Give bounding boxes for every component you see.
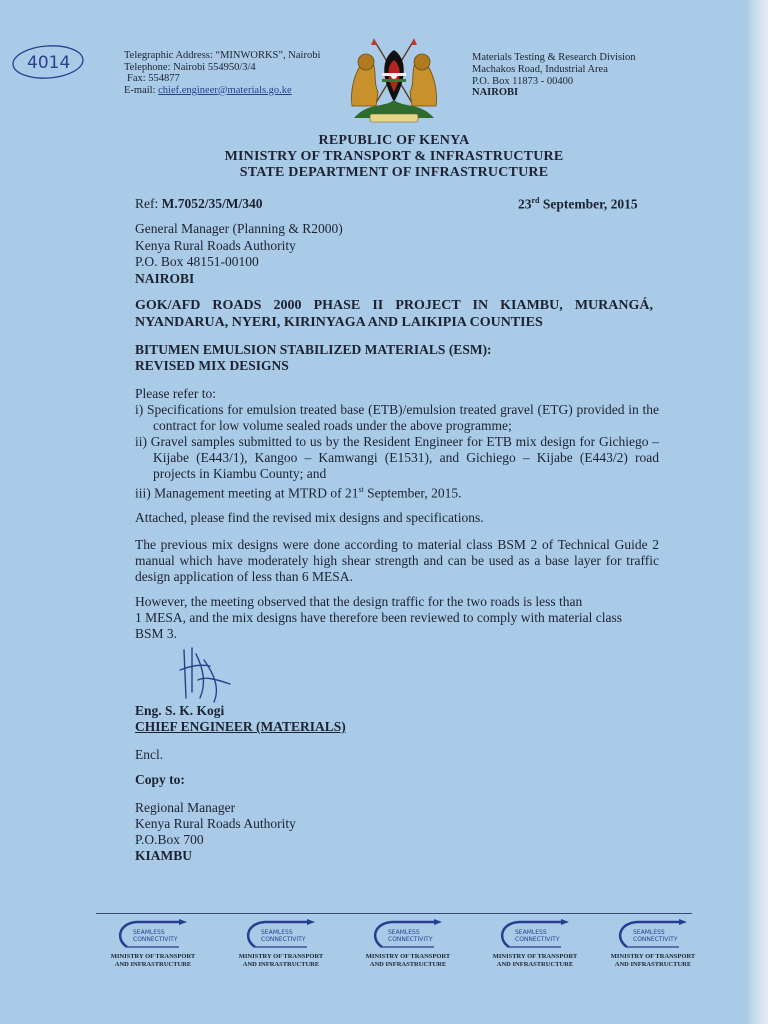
division-pobox: P.O. Box 11873 - 00400 bbox=[472, 75, 574, 87]
addressee-title: General Manager (Planning & R2000) bbox=[135, 221, 343, 236]
paragraph-previous-designs: The previous mix designs were done according to material class BSM 2 of Technical Guide 2 manual which have moderately high shear strength and can be used as a base layer for traffic design application of less than 6 MESA. bbox=[135, 537, 659, 584]
telegraphic-address: Telegraphic Address: “MINWORKS”, Nairobi bbox=[124, 50, 321, 61]
date-rest: September, 2015 bbox=[539, 196, 638, 212]
logo-tag-1: SEAMLESS bbox=[133, 929, 165, 936]
cc-org: Kenya Rural Roads Authority bbox=[135, 816, 296, 831]
date-day: 23 bbox=[518, 196, 532, 212]
reference-item-3 bbox=[135, 482, 659, 502]
division-city: NAIROBI bbox=[472, 87, 519, 99]
addressee-city: NAIROBI bbox=[135, 270, 195, 286]
paragraph-attached: Attached, please find the revised mix designs and specifications. bbox=[135, 510, 484, 525]
addressee-pobox: P.O. Box 48151-00100 bbox=[135, 254, 259, 269]
coat-of-arms-emblem bbox=[344, 36, 444, 128]
logo-caption-2: AND INFRASTRUCTURE bbox=[114, 960, 192, 968]
footer-divider bbox=[96, 913, 692, 914]
subheading-line1: BITUMEN EMULSION STABILIZED MATERIALS (ESM): bbox=[135, 342, 492, 357]
ref-label: Ref: bbox=[135, 196, 162, 211]
logo-caption-2: AND INFRASTRUCTURE bbox=[369, 960, 447, 968]
reference-item-1: i) Specifications for emulsion treated base (ETB)/emulsion treated gravel (ETG) provided in the contract for low volume sealed roads under the above programme; bbox=[135, 402, 659, 433]
item3-pre: iii) Management meeting at MTRD of 21 bbox=[135, 485, 359, 501]
footer-logo-2 bbox=[226, 917, 336, 979]
logo-caption-1: MINISTRY OF TRANSPORT bbox=[238, 953, 324, 960]
seamless-connectivity-icon bbox=[613, 917, 693, 953]
handwritten-circled-number bbox=[9, 42, 87, 82]
logo-tag-2: CONNECTIVITY bbox=[133, 936, 178, 943]
logo-tag-1: SEAMLESS bbox=[261, 929, 293, 936]
handwritten-signature bbox=[170, 640, 240, 706]
ministry-title: MINISTRY OF TRANSPORT & INFRASTRUCTURE bbox=[224, 149, 564, 164]
republic-title: REPUBLIC OF KENYA bbox=[318, 133, 470, 148]
paragraph-meeting-observation bbox=[135, 594, 659, 642]
refer-intro: Please refer to: bbox=[135, 386, 216, 401]
reference-item-2: ii) Gravel samples submitted to us by the Resident Engineer for ETB mix design for Gichiego – Kijabe (E443/1), Kangoo – Kamwangi (E1531), and Gichiego – Kijabe (E443/2) road projects in Kiambu County; and bbox=[135, 434, 659, 481]
seamless-connectivity-icon bbox=[368, 917, 448, 953]
cc-city: KIAMBU bbox=[135, 848, 192, 863]
para3-line3: BSM 3. bbox=[135, 626, 178, 641]
subheading-line2: REVISED MIX DESIGNS bbox=[135, 358, 289, 373]
logo-tag-1: SEAMLESS bbox=[388, 929, 420, 936]
logo-caption-2: AND INFRASTRUCTURE bbox=[242, 960, 320, 968]
logo-caption-2: AND INFRASTRUCTURE bbox=[496, 960, 574, 968]
copy-to-label: Copy to: bbox=[135, 772, 185, 787]
email-label: E-mail: bbox=[124, 84, 159, 96]
footer-logo-3 bbox=[353, 917, 463, 979]
letterhead-titles bbox=[0, 133, 768, 181]
division-address-block bbox=[472, 52, 636, 99]
logo-caption-1: MINISTRY OF TRANSPORT bbox=[492, 953, 578, 960]
contact-block bbox=[124, 50, 320, 96]
subject-subheading bbox=[135, 342, 492, 374]
handwritten-note-text: 4014 bbox=[27, 53, 71, 73]
email-link[interactable]: chief.engineer@materials.go.ke bbox=[158, 84, 292, 96]
subject-heading: GOK/AFD ROADS 2000 PHASE II PROJECT IN KIAMBU, MURANGÁ, NYANDARUA, NYERI, KIRINYAGA AND LAIKIPIA COUNTIES bbox=[135, 298, 653, 330]
email-line bbox=[124, 85, 320, 97]
logo-caption-2: AND INFRASTRUCTURE bbox=[614, 960, 692, 968]
signatory-name: Eng. S. K. Kogi bbox=[135, 703, 225, 718]
signatory-title: CHIEF ENGINEER (MATERIALS) bbox=[135, 719, 346, 734]
cc-pobox: P.O.Box 700 bbox=[135, 832, 204, 847]
division-road: Machakos Road, Industrial Area bbox=[472, 63, 608, 75]
logo-tag-2: CONNECTIVITY bbox=[388, 936, 433, 943]
seamless-connectivity-icon bbox=[495, 917, 575, 953]
logo-caption-1: MINISTRY OF TRANSPORT bbox=[610, 953, 696, 960]
logo-caption-1: MINISTRY OF TRANSPORT bbox=[110, 953, 196, 960]
reference-line bbox=[135, 196, 263, 212]
para3-line1: However, the meeting observed that the design traffic for the two roads is less than bbox=[135, 594, 583, 609]
date-suffix: rd bbox=[531, 196, 540, 205]
logo-tag-1: SEAMLESS bbox=[633, 929, 665, 936]
logo-tag-2: CONNECTIVITY bbox=[633, 936, 678, 943]
logo-tag-2: CONNECTIVITY bbox=[261, 936, 306, 943]
cc-recipient: Regional Manager bbox=[135, 800, 236, 815]
department-title: STATE DEPARTMENT OF INFRASTRUCTURE bbox=[239, 165, 549, 180]
item3-post: September, 2015. bbox=[363, 485, 462, 501]
addressee-block bbox=[135, 221, 343, 287]
logo-caption-1: MINISTRY OF TRANSPORT bbox=[365, 953, 451, 960]
seamless-connectivity-icon bbox=[113, 917, 193, 953]
letter-date bbox=[518, 196, 638, 213]
logo-tag-1: SEAMLESS bbox=[515, 929, 547, 936]
para3-line2: 1 MESA, and the mix designs have therefore been reviewed to comply with material class bbox=[135, 610, 622, 625]
logo-tag-2: CONNECTIVITY bbox=[515, 936, 560, 943]
signatory-block bbox=[135, 703, 346, 864]
division-name: Materials Testing & Research Division bbox=[472, 52, 636, 63]
addressee-org: Kenya Rural Roads Authority bbox=[135, 237, 296, 253]
telephone: Telephone: Nairobi 554950/3/4 bbox=[124, 61, 256, 73]
ref-value: M.7052/35/M/340 bbox=[161, 196, 263, 211]
seamless-connectivity-icon bbox=[241, 917, 321, 953]
fax: Fax: 554877 bbox=[127, 73, 180, 84]
letter-body bbox=[135, 386, 659, 502]
footer-logo-1 bbox=[98, 917, 208, 979]
footer-logo-5 bbox=[598, 917, 708, 979]
enclosure-label: Encl. bbox=[135, 747, 164, 762]
item3-sup: st bbox=[358, 485, 364, 494]
footer-logo-4 bbox=[480, 917, 590, 979]
